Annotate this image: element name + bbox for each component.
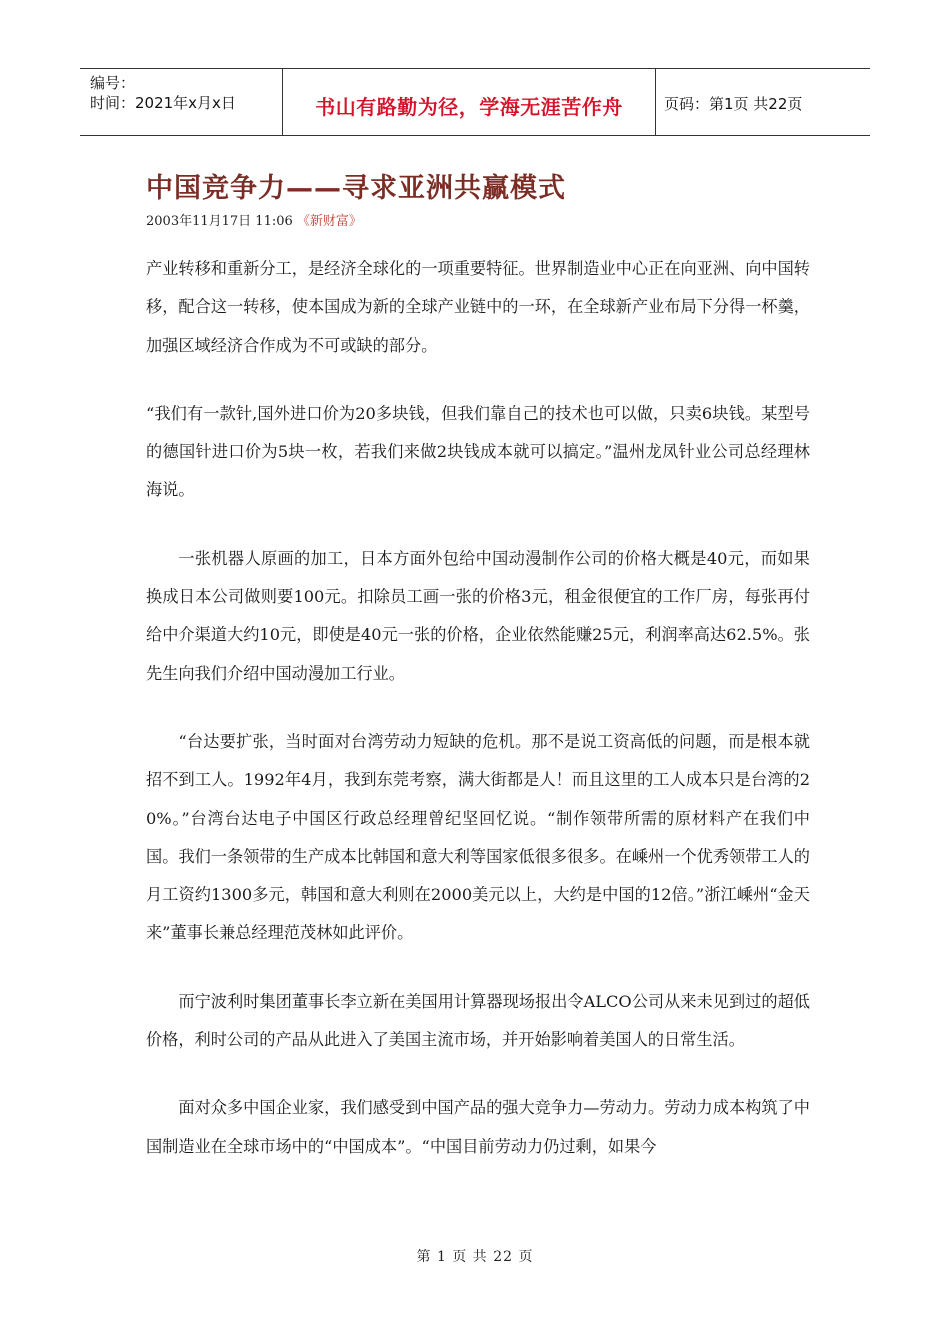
paragraph-4: “台达要扩张，当时面对台湾劳动力短缺的危机。那不是说工资高低的问题，而是根本就招不到工人。1992年4月，我到东莞考察，满大街都是人！而且这里的工人成本只是台湾的20%。”台湾台达电子中国区行政总经理曾纪坚回忆说。“制作领带所需的原材料产在我们中国。我们一条领带的生产成本比韩国和意大利等国家低很多很多。在嵊州一个优秀领带工人的月工资约1300多元，韩国和意大利则在2000美元以上，大约是中国的12倍。”浙江嵊州“金天来”董事长兼总经理范茂林如此评价。 — [146, 731, 810, 943]
paragraph-2: “我们有一款针,国外进口价为20多块钱，但我们靠自己的技术也可以做，只卖6块钱。某型号的德国针进口价为5块一枚，若我们来做2块钱成本就可以搞定。”温州龙凤针业公司总经理林海说。 — [146, 403, 810, 500]
document-time-label: 时间：2021年x月x日 — [90, 94, 236, 112]
article-source: 《新财富》 — [296, 214, 362, 229]
header-table — [80, 68, 870, 136]
header-motto: 书山有路勤为径，学海无涯苦作舟 — [315, 94, 623, 119]
header-motto-cell — [282, 69, 656, 135]
header-page-info: 页码：第1页 共22页 — [664, 94, 803, 113]
header-meta — [80, 69, 282, 135]
paragraph-1: 产业转移和重新分工，是经济全球化的一项重要特征。世界制造业中心正在向亚洲、向中国转移，配合这一转移，使本国成为新的全球产业链中的一环，在全球新产业布局下分得一杯羹，加强区域经济合作成为不可或缺的部分。 — [146, 259, 810, 355]
article-date: 2003年11月17日 11:06 — [146, 214, 293, 229]
paragraph-6: 面对众多中国企业家，我们感受到中国产品的强大竞争力—劳动力。劳动力成本构筑了中国制造业在全球市场中的“中国成本”。“中国目前劳动力仍过剩，如果今 — [146, 1098, 810, 1156]
paragraph-3: 一张机器人原画的加工，日本方面外包给中国动漫制作公司的价格大概是40元，而如果换成日本公司做则要100元。扣除员工画一张的价格3元，租金很便宜的工作厂房，每张再付给中介渠道大约10元，即使是40元一张的价格，企业依然能赚25元，利润率高达62.5%。张先生向我们介绍中国动漫加工行业。 — [146, 548, 810, 683]
document-number-label: 编号： — [90, 74, 136, 92]
paragraph-5: 而宁波利时集团董事长李立新在美国用计算器现场报出令ALCO公司从来未见到过的超低价格，利时公司的产品从此进入了美国主流市场，并开始影响着美国人的日常生活。 — [146, 991, 810, 1050]
article-body — [146, 250, 810, 1196]
article-title: 中国竞争力——寻求亚洲共赢模式 — [146, 173, 566, 204]
page-footer: 第 1 页 共 22 页 — [416, 1249, 534, 1265]
article-byline — [146, 210, 362, 229]
